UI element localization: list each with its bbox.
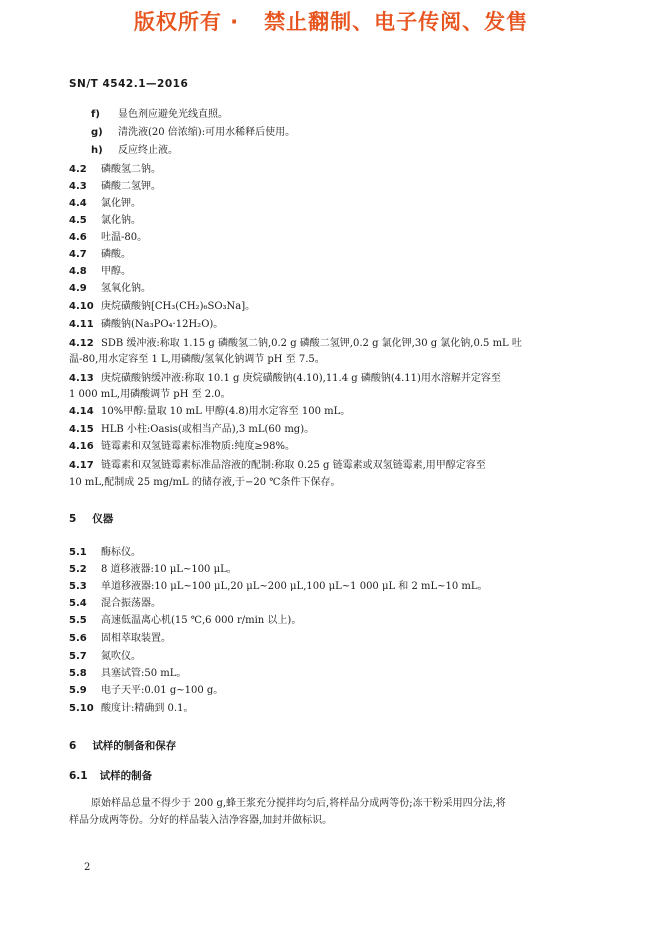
- reagent-item: [69, 440, 295, 454]
- paragraph-line: [69, 814, 332, 828]
- item-text: SDB 缓冲液:称取 1.15 g 磷酸氢二钠,0.2 g 磷酸二氢钾,0.2 g 氯化钾,30 g 氯化钠,0.5 mL 吐: [101, 338, 522, 349]
- item-number: h): [91, 145, 103, 156]
- item-number: 5.6: [69, 633, 87, 644]
- section-heading: [69, 738, 176, 753]
- section-title: 仪器: [92, 513, 114, 525]
- item-text: 具塞试管:50 mL。: [101, 668, 187, 679]
- paragraph-line: [91, 797, 506, 811]
- page-number: 2: [84, 862, 91, 873]
- reagent-item: [69, 372, 501, 386]
- reagent-subitem: [91, 126, 295, 140]
- item-number: 5.9: [69, 685, 87, 696]
- reagent-item: [69, 353, 325, 367]
- instrument-item: [69, 684, 223, 698]
- item-text: 庚烷磺酸钠缓冲液:称取 10.1 g 庚烷磺酸钠(4.10),11.4 g 磷酸钠(4.11)用水溶解并定容至: [101, 373, 501, 384]
- item-number: 4.14: [69, 406, 94, 417]
- item-number: 4.9: [69, 283, 87, 294]
- reagent-item: [69, 337, 522, 351]
- item-number: 5.2: [69, 564, 87, 575]
- item-number: 4.10: [69, 301, 94, 312]
- item-number: 4.2: [69, 164, 87, 175]
- item-text: 单道移液器:10 μL~100 μL,20 μL~200 μL,100 μL~1 000 μL 和 2 mL~10 mL。: [101, 581, 488, 592]
- reagent-item: [69, 197, 141, 211]
- item-text: 磷酸。: [101, 249, 131, 260]
- reagent-item: [69, 163, 161, 177]
- item-number: 4.4: [69, 198, 87, 209]
- item-text: 固相萃取装置。: [101, 633, 171, 644]
- section-heading: [69, 511, 113, 526]
- item-number: f): [91, 109, 100, 120]
- item-number: 5.7: [69, 651, 87, 662]
- item-number: 4.7: [69, 249, 87, 260]
- item-number: 4.17: [69, 460, 94, 471]
- item-number: 4.8: [69, 266, 87, 277]
- item-text: 链霉素和双氢链霉素标准品溶液的配制:称取 0.25 g 链霉素或双氢链霉素,用甲醇定容至: [101, 460, 486, 471]
- reagent-item: [69, 231, 147, 245]
- item-number: 4.11: [69, 319, 94, 330]
- instrument-item: [69, 614, 301, 628]
- section-number: 6.1: [69, 770, 88, 782]
- copyright-banner: 版权所有 · 禁止翻制、电子传阅、发售: [133, 10, 529, 34]
- reagent-item: [69, 318, 223, 332]
- reagent-item: [69, 180, 161, 194]
- item-number: 4.16: [69, 441, 94, 452]
- reagent-item: [69, 476, 341, 490]
- item-text: 甲醇。: [101, 266, 131, 277]
- reagent-subitem: [91, 108, 228, 122]
- reagent-item: [69, 459, 486, 473]
- item-text: 显色剂应避免光线直照。: [118, 109, 228, 120]
- item-number: 5.10: [69, 703, 94, 714]
- item-text: 高速低温离心机(15 ℃,6 000 r/min 以上)。: [101, 615, 302, 626]
- reagent-item: [69, 248, 131, 262]
- item-text: 吐温-80。: [101, 232, 148, 243]
- item-text: 混合振荡器。: [101, 598, 161, 609]
- instrument-item: [69, 632, 171, 646]
- instrument-item: [69, 597, 161, 611]
- item-text: 庚烷磺酸钠[CH₃(CH₂)₆SO₃Na]。: [101, 301, 256, 312]
- item-text: 酶标仪。: [101, 547, 141, 558]
- item-text: 磷酸钠(Na₃PO₄·12H₂O)。: [101, 319, 224, 330]
- item-text: 反应终止液。: [118, 145, 178, 156]
- standard-number: SN/T 4542.1—2016: [69, 78, 189, 90]
- instrument-item: [69, 546, 141, 560]
- item-text: 磷酸二氢钾。: [101, 181, 161, 192]
- instrument-item: [69, 702, 193, 716]
- item-text: 氢氧化钠。: [101, 283, 151, 294]
- subsection-heading: [69, 768, 152, 783]
- item-number: 4.15: [69, 424, 94, 435]
- item-text: 8 道移液器:10 μL~100 μL。: [101, 564, 237, 575]
- item-text: 原始样品总量不得少于 200 g,蜂王浆充分搅拌均匀后,将样品分成两等份;冻干粉采用四分法,将: [91, 798, 506, 809]
- item-text: 10 mL,配制成 25 mg/mL 的储存液,于−20 ℃条件下保存。: [69, 477, 341, 488]
- item-number: 5.5: [69, 615, 87, 626]
- item-number: 4.13: [69, 373, 94, 384]
- item-text: 样品分成两等份。分好的样品装入洁净容器,加封并做标识。: [69, 815, 333, 826]
- instrument-item: [69, 580, 488, 594]
- item-text: HLB 小柱:Oasis(或相当产品),3 mL(60 mg)。: [101, 424, 315, 435]
- reagent-item: [69, 423, 314, 437]
- reagent-item: [69, 214, 141, 228]
- item-number: 4.6: [69, 232, 87, 243]
- section-title: 试样的制备: [99, 770, 153, 782]
- reagent-subitem: [91, 144, 178, 158]
- section-number: 5: [69, 513, 77, 525]
- item-number: 4.5: [69, 215, 87, 226]
- item-number: 5.3: [69, 581, 87, 592]
- item-text: 酸度计:精确到 0.1。: [101, 703, 194, 714]
- reagent-item: [69, 388, 231, 402]
- instrument-item: [69, 563, 237, 577]
- item-text: 氯化钾。: [101, 198, 141, 209]
- item-text: 温-80,用水定容至 1 L,用磷酸/氢氧化钠调节 pH 至 7.5。: [69, 354, 325, 365]
- item-text: 氮吹仪。: [101, 651, 141, 662]
- item-number: 4.3: [69, 181, 87, 192]
- instrument-item: [69, 667, 186, 681]
- item-text: 电子天平:0.01 g~100 g。: [101, 685, 224, 696]
- item-text: 链霉素和双氢链霉素标准物质:纯度≥98%。: [101, 441, 295, 452]
- item-number: 4.12: [69, 338, 94, 349]
- item-text: 1 000 mL,用磷酸调节 pH 至 2.0。: [69, 389, 231, 400]
- item-text: 10%甲醇:量取 10 mL 甲醇(4.8)用水定容至 100 mL。: [101, 406, 351, 417]
- item-text: 清洗液(20 倍浓缩):可用水稀释后使用。: [118, 127, 296, 138]
- item-text: 氯化钠。: [101, 215, 141, 226]
- item-number: 5.1: [69, 547, 87, 558]
- section-number: 6: [69, 740, 77, 752]
- item-number: 5.4: [69, 598, 87, 609]
- reagent-item: [69, 300, 255, 314]
- section-title: 试样的制备和保存: [92, 740, 177, 752]
- item-number: g): [91, 127, 103, 138]
- reagent-item: [69, 265, 131, 279]
- reagent-item: [69, 282, 151, 296]
- reagent-item: [69, 405, 350, 419]
- item-number: 5.8: [69, 668, 87, 679]
- item-text: 磷酸氢二钠。: [101, 164, 161, 175]
- instrument-item: [69, 650, 141, 664]
